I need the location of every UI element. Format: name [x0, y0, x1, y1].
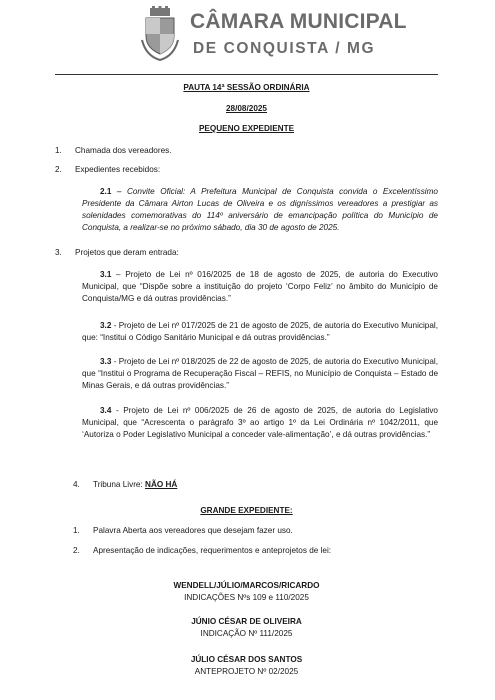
item-text: Projetos que deram entrada:: [75, 248, 179, 257]
project-paragraph: [82, 405, 438, 441]
project-paragraph: [82, 320, 438, 344]
grand-expedient-heading: GRANDE EXPEDIENTE:: [200, 506, 293, 515]
paragraph-label: 3.3: [100, 357, 112, 366]
item-text: Expedientes recebidos:: [75, 165, 161, 174]
paragraph-text: – Convite Oficial: A Prefeitura Municipal de Conquista convida o Excelentíssimo Presidente da Câmara Airton Lucas de Oliveira e os digníssimos vereadores a prestigiar as solenidades comemorativas do 114º aniversário de emancipação política do Município de Conquista, a realizar-se no próximo sábado, dia 30 de agosto de 2025.: [82, 187, 438, 232]
paragraph-label: 3.2: [100, 321, 112, 330]
item-number: 1.: [73, 526, 80, 535]
header-divider: [55, 74, 438, 75]
author-detail: ANTEPROJETO Nº 02/2025: [194, 667, 299, 676]
project-paragraph: [82, 356, 438, 392]
project-paragraph: [82, 269, 438, 305]
paragraph-label: 3.1: [100, 270, 112, 279]
item-text: Palavra Aberta aos vereadores que desejam fazer uso.: [93, 526, 293, 535]
municipal-crest-icon: [140, 6, 180, 62]
item-text: Apresentação de indicações, requerimentos e anteprojetos de lei:: [93, 546, 332, 555]
item-number: 2.: [73, 546, 80, 555]
item-number: 1.: [55, 146, 62, 155]
author-name: JÚNIO CÉSAR DE OLIVEIRA: [191, 617, 302, 626]
pauta-date: 28/08/2025: [226, 104, 267, 113]
pauta-title: PAUTA 14ª SESSÃO ORDINÁRIA: [183, 83, 310, 92]
paragraph-label: 3.4: [100, 406, 112, 415]
item-number: 3.: [55, 248, 62, 257]
official-invitation-paragraph: [82, 186, 438, 234]
item-number: 4.: [73, 480, 80, 489]
header-subtitle: DE CONQUISTA / MG: [193, 40, 376, 57]
paragraph-label: 2.1: [100, 187, 112, 196]
item-text: Tribuna Livre:: [93, 480, 146, 489]
tribuna-status: NÃO HÁ: [145, 480, 178, 489]
small-expedient-heading: PEQUENO EXPEDIENTE: [198, 124, 295, 133]
item-number: 2.: [55, 165, 62, 174]
paragraph-text: – Projeto de Lei nº 016/2025 de 18 de agosto de 2025, de autoria do Executivo Municipal, que “Dispõe sobre a instituição do projeto ‘Corpo Feliz’ no âmbito do Município de Conquista/MG e dá outras providências.”: [82, 270, 438, 303]
paragraph-text: - Projeto de Lei nº 006/2025 de 26 de agosto de 2025, de autoria do Legislativo Municipal, que “Acrescenta o parágrafo 3º ao artigo 1º da Lei Ordinária nº 1042/2011, que ‘Autoriza o Poder Legislativo Municipal a conceder vale-alimentação’, e dá outras providências.”: [82, 406, 438, 439]
author-name: WENDELL/JÚLIO/MARCOS/RICARDO: [173, 581, 320, 590]
header-title: CÂMARA MUNICIPAL: [190, 10, 407, 33]
author-name: JÚLIO CÉSAR DOS SANTOS: [190, 655, 303, 664]
author-detail: INDICAÇÃO Nº 111/2025: [200, 629, 293, 638]
item-text: Chamada dos vereadores.: [75, 146, 172, 155]
author-detail: INDICAÇÕES Nºs 109 e 110/2025: [184, 593, 309, 602]
paragraph-text: - Projeto de Lei nº 017/2025 de 21 de agosto de 2025, de autoria do Executivo Municipal, que: “Institui o Código Sanitário Municipal e dá outras providências.”: [82, 321, 438, 342]
paragraph-text: - Projeto de Lei nº 018/2025 de 22 de agosto de 2025, de autoria do Executivo Municipal, que “Institui o Programa de Recuperação Fiscal – REFIS, no Município de Conquista – Estado de Minas Gerais, e dá outras providências.”: [82, 357, 438, 390]
